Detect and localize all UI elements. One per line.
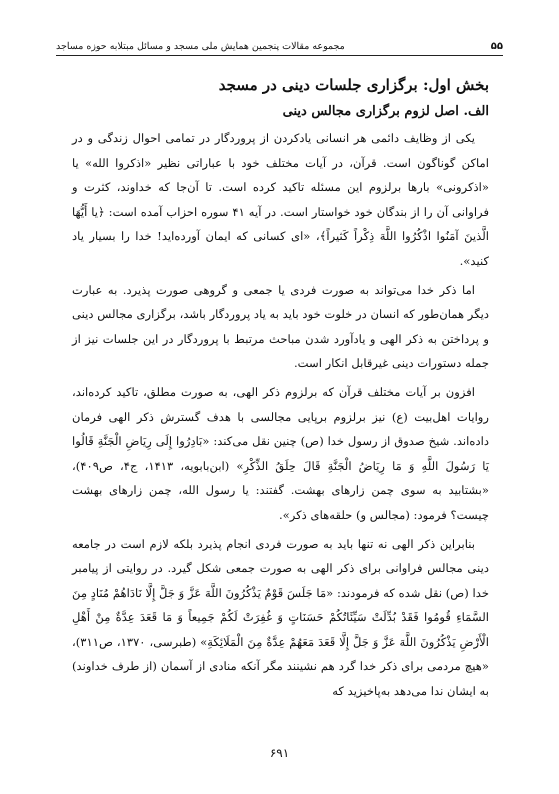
folio-page-number: ۶۹۱ bbox=[269, 746, 290, 760]
paragraph: بنابراین ذکر الهی نه تنها باید به صورت فردی انجام پذیرد بلکه لازم است در جامعه دینی مجالس فراوانی برای ذکر الهی به صورت جمعی شکل گیرد. در روایتی از پیامبر خدا (ص) نقل شده که فرمودند: «مَا جَلَسَ قَوْمٌ یَذْکُرُونَ اللَّهَ عَزَّ وَ جَلَّ إِلَّا نَادَاهُمْ مُنَادٍ مِنَ السَّمَاءِ قُومُوا فَقَدْ بُدِّلَتْ سَیِّئَاتُکُمْ حَسَنَاتٍ وَ غُفِرَتْ لَکُمْ جَمِیعاً وَ مَا قَعَدَ عِدَّةٌ مِنْ أَهْلِ الْأَرْضِ یَذْکُرُونَ اللَّهَ عَزَّ وَ جَلَّ إِلَّا قَعَدَ مَعَهُمْ عِدَّةٌ مِنَ الْمَلَائِکَةِ» (طبرسی، ۱۳۷۰، ص۳۱۱)، «هیچ مردمی برای ذکر خدا گرد هم نشینند مگر آنکه منادی از آسمان (از طرف خداوند) به ایشان ندا می‌دهد به‌پاخیزید که bbox=[72, 536, 489, 699]
subsection-title: الف. اصل لزوم برگزاری مجالس دینی bbox=[282, 104, 489, 119]
paragraph: اما ذکر خدا می‌تواند به صورت فردی یا جمعی و گروهی صورت پذیرد. به عبارت دیگر همان‌طور که انسان در خلوت خود باید به یاد پروردگار باشد، برگزاری مجالس دینی و پرداختن به ذکر الهی و یادآورد شدن مباحث مرتبط با پروردگار در این جلسات نیز از جمله دستورات دینی غیرقابل انکار است. bbox=[72, 282, 489, 371]
header-page-number: ۵۵ bbox=[490, 41, 503, 52]
section-title: بخش اول: برگزاری جلسات دینی در مسجد bbox=[218, 76, 489, 94]
paragraph: افزون بر آیات مختلف قرآن که برلزوم ذکر الهی، به صورت مطلق، تاکید کرده‌اند، روایات اهل‌بیت (ع) نیز برلزوم برپایی مجالسی با هدف گسترش ذکر الهی فرمان داده‌اند. شیخ صدوق از رسول خدا (ص) چنین نقل می‌کند: «بَادِرُوا إِلَی رِیَاضِ الْجَنَّةِ قَالُوا یَا رَسُولَ اللَّهِ وَ مَا رِیَاضُ الْجَنَّةِ قَالَ حِلَقُ الذِّکْرِ» (ابن‌بابویه، ۱۴۱۳، ج۴، ص۴۰۹)، «بشتابید به سوی چمن زارهای بهشت. گفتند: یا رسول الله، چمن زارهای بهشت چیست؟ فرمود: (مجالس و) حلقه‌های ذکر». bbox=[72, 384, 489, 522]
running-header bbox=[56, 36, 503, 56]
header-running-title: مجموعه مقالات پنجمین همایش ملی مسجد و مسائل مبتلابه حوزه مساجد bbox=[56, 41, 345, 52]
paragraph: یکی از وظایف دائمی هر انسانی یادکردن از پروردگار در تمامی احوال زندگی و در اماکن گوناگون است. قرآن، در آیات مختلف خود با عباراتی نظیر «اذکروا الله» یا «اذکرونی» بارها برلزوم این مسئله تاکید کرده است. تا آن‌جا که خداوند، کثرت و فراوانی آن را از بندگان خود خواستار است. در آیه ۴۱ سوره احزاب آمده است: ﴿یا أَیُّهَا الَّذینَ آمَنُوا اذْکُرُوا اللَّهَ ذِکْراً کَثیراً﴾، «ای کسانی که ایمان آورده‌اید! خدا را بسیار یاد کنید». bbox=[72, 131, 489, 268]
page-content bbox=[72, 74, 489, 708]
